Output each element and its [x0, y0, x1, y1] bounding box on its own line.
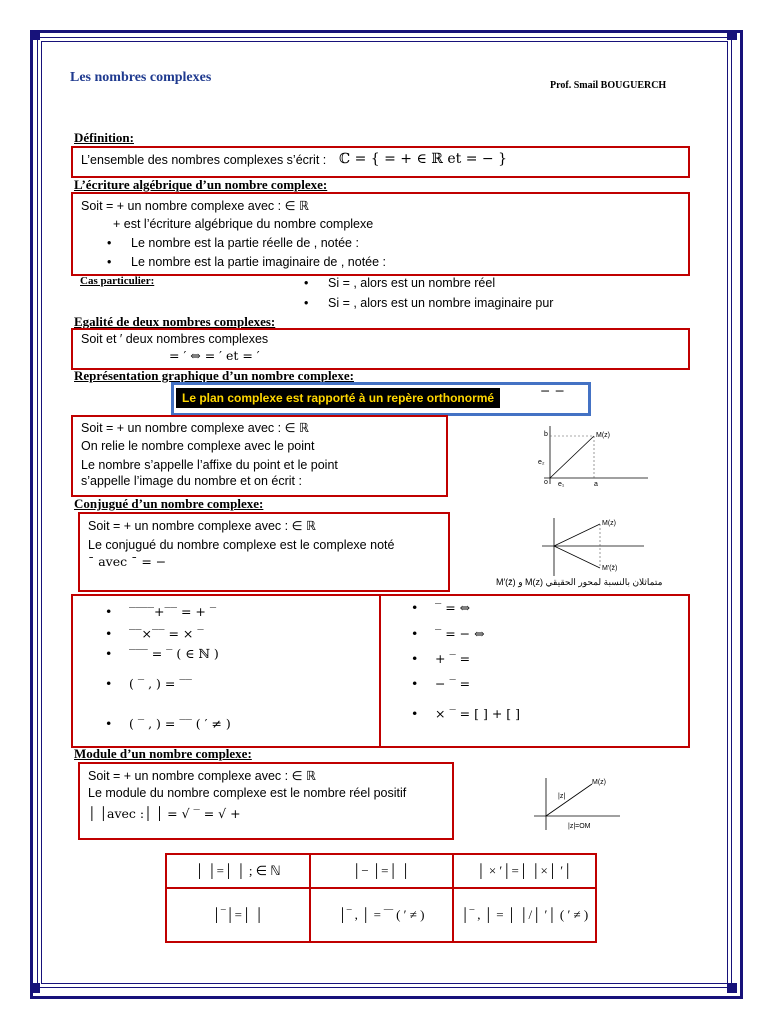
conjugate-figure-caption: M′(z̄) و M(z) متماثلان بالنسبة لمحور الحقيقي — [496, 577, 663, 587]
module-figure — [528, 774, 624, 834]
module-figure-z: |z| — [558, 793, 566, 800]
equality-line1: Soit et ′ deux nombres complexes — [81, 332, 269, 346]
module-line3: │ │avec :│ │ = √ ‾ = √ + — [88, 806, 241, 821]
conjugate-figure — [532, 516, 652, 578]
conjugate-line2: Le conjugué du nombre complexe est le complexe noté — [88, 538, 395, 552]
module-heading: Module d’un nombre complexe: — [74, 746, 252, 761]
prop-diff-conjugate: • − ‾ = — [435, 676, 470, 691]
figure-label-e2: e₂ — [538, 459, 545, 466]
conjugate-box — [78, 512, 450, 592]
plane-banner-basis: − − — [540, 383, 565, 398]
algebraic-bullet-real: • Le nombre est la partie réelle de , notée : — [131, 236, 359, 250]
prop-real-condition: • ‾ = ⇔ — [435, 600, 470, 615]
plane-banner-text: Le plan complexe est rapporté à un repère orthonormé — [176, 388, 500, 408]
corner-ornament — [30, 30, 40, 40]
table-cell: │ │=│ │ ; ∈ ℕ — [166, 854, 310, 888]
corner-ornament — [727, 983, 737, 993]
table-row — [166, 854, 596, 888]
page-title: Les nombres complexes — [70, 70, 212, 85]
module-figure-m: M(z) — [592, 779, 606, 786]
table-cell: │‾ , │ = │ │/│ ′│ ( ′ ≠ ) — [453, 888, 596, 942]
algebraic-box — [71, 192, 690, 276]
figure-label-m: M(z) — [596, 432, 610, 439]
conjugate-figure-mp: M′(z̄) — [602, 565, 618, 572]
table-row — [166, 888, 596, 942]
prop-sum-conjugate: • + ‾ = — [435, 651, 470, 666]
module-properties-table — [165, 853, 597, 943]
properties-right-box — [379, 594, 690, 748]
representation-line1: Soit = + un nombre complexe avec : ∈ ℝ — [81, 421, 309, 435]
prop-imag-condition: • ‾ = − ⇔ — [435, 626, 485, 641]
algebraic-line1: Soit = + un nombre complexe avec : ∈ ℝ — [81, 199, 309, 213]
definition-box — [71, 146, 690, 178]
definition-set: ℂ = { = + ∈ ℝ et = − } — [339, 151, 508, 167]
prop-quotient: • ( ‾ , ) = ‾‾ ( ′ ≠ ) — [129, 716, 231, 731]
special-case-real: • Si = , alors est un nombre réel — [328, 276, 495, 290]
complex-plane-figure — [530, 422, 660, 488]
figure-label-o: o — [544, 479, 548, 486]
conjugate-line1: Soit = + un nombre complexe avec : ∈ ℝ — [88, 519, 316, 533]
equality-box — [71, 328, 690, 370]
figure-label-e1: e₁ — [558, 481, 565, 488]
representation-line4: s’appelle l’image du nombre et on écrit : — [81, 474, 302, 488]
representation-line2: On relie le nombre complexe avec le point — [81, 439, 315, 453]
table-cell: │‾│=│ │ — [166, 888, 310, 942]
prop-sum: • ‾‾‾‾+‾‾ = + ‾ — [129, 604, 216, 619]
representation-line3: Le nombre s’appelle l’affixe du point et le point — [81, 458, 338, 472]
conjugate-figure-m: M(z) — [602, 520, 616, 527]
module-line2: Le module du nombre complexe est le nombre réel positif — [88, 786, 407, 800]
corner-ornament — [727, 30, 737, 40]
author-name: Prof. Smail BOUGUERCH — [550, 80, 667, 91]
algebraic-line2: + est l’écriture algébrique du nombre complexe — [113, 217, 374, 231]
representation-heading: Représentation graphique d’un nombre complexe: — [74, 368, 354, 383]
prop-product-conjugate: • × ‾ = [ ] + [ ] — [435, 706, 520, 721]
prop-power: • ‾‾‾ = ‾ ( ∈ ℕ ) — [129, 646, 219, 661]
prop-product: • ‾‾×‾‾ = × ‾ — [129, 626, 204, 641]
conjugate-line3: ¯ avec ¯ = − — [88, 554, 167, 569]
definition-heading: Définition: — [74, 130, 134, 145]
prop-inverse: • ( ‾ , ) = ‾‾ — [129, 676, 192, 691]
special-case-imaginary: • Si = , alors est un nombre imaginaire pur — [328, 296, 553, 310]
algebraic-bullet-imag: • Le nombre est la partie imaginaire de , notée : — [131, 255, 386, 269]
conjugate-heading: Conjugué d’un nombre complexe: — [74, 496, 264, 511]
module-box — [78, 762, 454, 840]
module-line1: Soit = + un nombre complexe avec : ∈ ℝ — [88, 769, 316, 783]
table-cell: │ × ′│=│ │×│ ′│ — [453, 854, 596, 888]
equality-heading: Egalité de deux nombres complexes: — [74, 314, 276, 329]
algebraic-heading: L’écriture algébrique d’un nombre complexe: — [74, 177, 328, 192]
plane-banner-box — [171, 382, 591, 416]
properties-left-box — [71, 594, 381, 748]
figure-label-b: b — [544, 431, 548, 438]
module-figure-om: |z|=OM — [568, 823, 591, 830]
figure-label-a: a — [594, 481, 598, 488]
table-cell: │− │=│ │ — [310, 854, 453, 888]
equality-line2: = ′ ⇔ = ′ et = ′ — [169, 348, 260, 363]
definition-text: L’ensemble des nombres complexes s’écrit : — [81, 153, 327, 167]
table-cell: │‾ , │ = ‾‾ ( ′ ≠ ) — [310, 888, 453, 942]
special-case-heading: Cas particulier: — [80, 275, 155, 287]
corner-ornament — [30, 983, 40, 993]
representation-box — [71, 415, 448, 497]
